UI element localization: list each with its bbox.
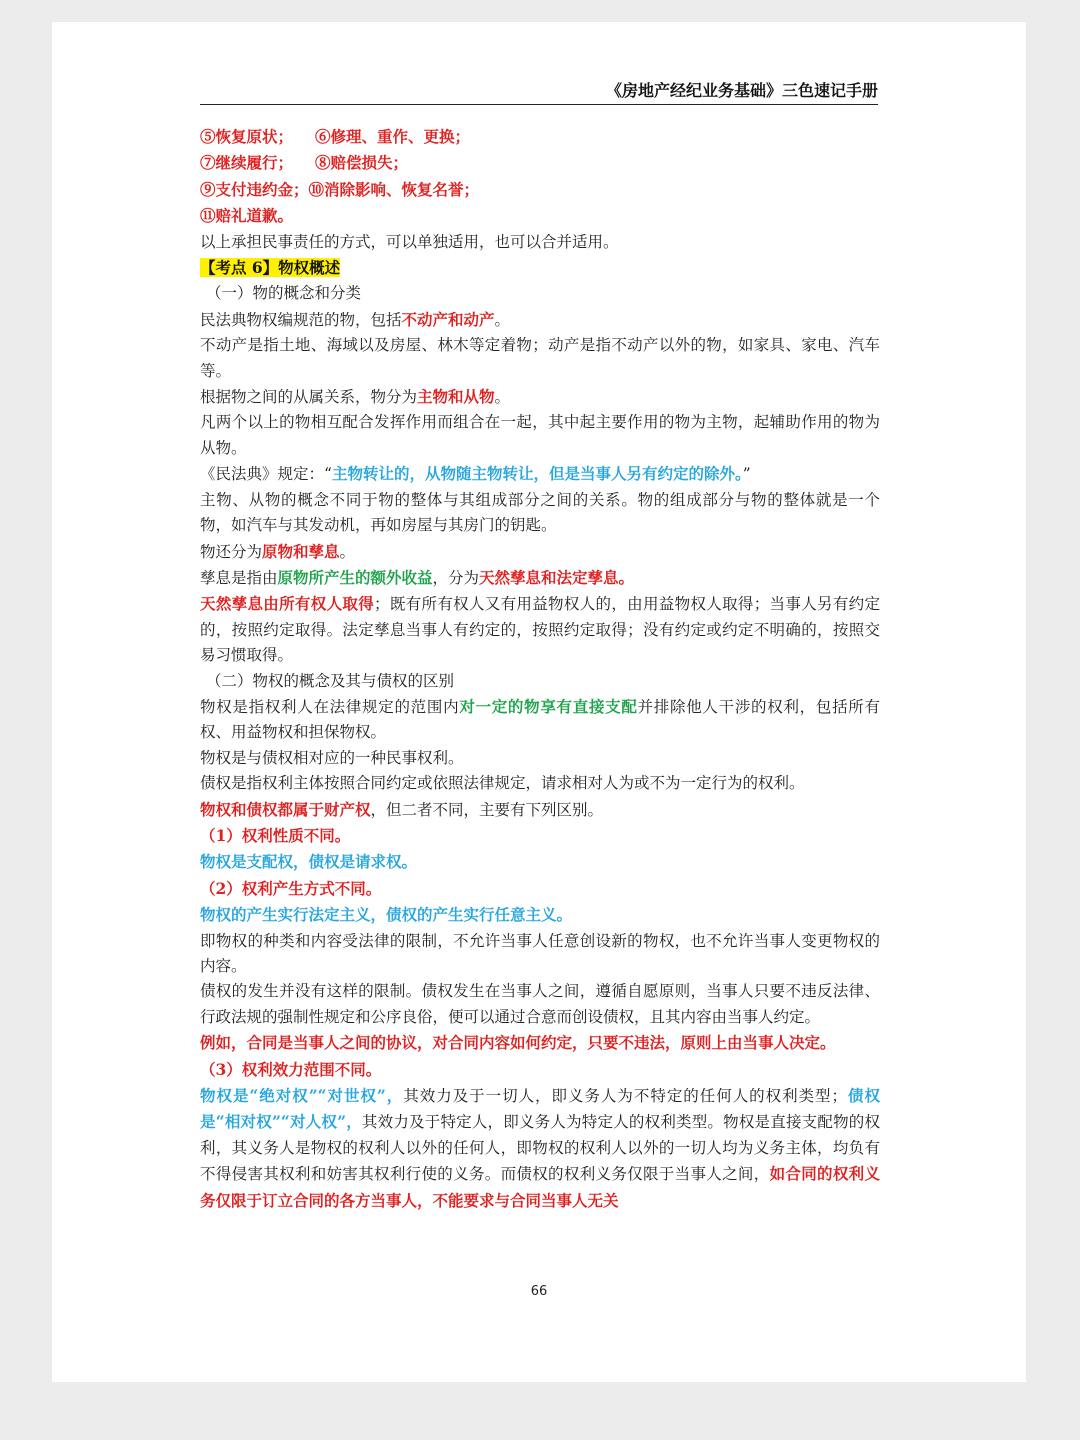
plain-text: 。 [339, 542, 356, 561]
text-line [200, 150, 880, 176]
plain-text: 物权是指权利人在法律规定的范围内 [200, 697, 460, 716]
red-text: 原物和孳息 [262, 541, 340, 561]
blue-text: 主物转让的，从物随主物转让，但是当事人另有约定的除外。 [331, 464, 743, 484]
paragraph [200, 1030, 880, 1056]
list-heading [200, 1057, 880, 1083]
paragraph [200, 591, 880, 668]
highlighted-heading: 【考点 6】物权概述 [200, 258, 341, 278]
plain-text: 。 [494, 310, 511, 329]
red-text: 物权和债权都属于财产权 [200, 799, 371, 819]
green-text: 原物所产生的额外收益 [277, 567, 433, 587]
red-text: ⑩消除影响、恢复名誉； [308, 179, 480, 199]
plain-text: 。 [494, 388, 511, 407]
section-heading [200, 255, 880, 281]
blue-text: 物权是“绝对权”“对世权”， [200, 1086, 404, 1106]
blue-text: 债权是“相对权”“对人权”， [200, 1086, 880, 1132]
red-text: （1）权利性质不同。 [200, 825, 351, 845]
red-text: 天然孳息由所有权人取得 [200, 594, 375, 614]
red-text: （2）权利产生方式不同。 [200, 878, 382, 898]
plain-text: 《民法典》规定：“ [200, 465, 332, 484]
plain-text: 其效力及于一切人，即义务人为不特定的任何人的权利类型； [403, 1087, 848, 1106]
text-line [200, 203, 880, 229]
list-heading [200, 876, 880, 902]
paragraph [200, 539, 880, 565]
plain-text: ，但二者不同，主要有下列区别。 [370, 800, 604, 819]
red-text: 如合同的权利义务仅限于订立合同的各方当事人，不能要求与合同当事人无关 [200, 1164, 880, 1210]
plain-text: 其效力及于特定人，即义务人为特定人的权利类型。物权是直接支配物的权利，其义务人是物权的权利人以外的任何人，即物权的权利人以外的一切人均为义务主体，均负有不得侵害其权利和妨害其权利行使的义务。而债权的权利义务仅限于当事人之间， [200, 1113, 880, 1184]
paragraph [200, 565, 880, 591]
paragraph [200, 1083, 880, 1214]
subsection-heading: （一）物的概念和分类 [206, 284, 362, 303]
red-text: ⑪赔礼道歉。 [200, 206, 294, 226]
paragraph [200, 902, 880, 928]
plain-text: 并排除他人干涉的权利，包括所有权、用益物权和担保物权。 [200, 697, 880, 742]
red-text: ⑧赔偿损失； [315, 153, 409, 173]
paragraph: 物权是与债权相对应的一种民事权利。 [200, 748, 464, 767]
plain-text: 根据物之间的从属关系，物分为 [200, 388, 418, 407]
blue-text: 物权的产生实行法定主义，债权的产生实行任意主义。 [200, 905, 573, 925]
plain-text: ，分为 [432, 568, 480, 587]
plain-text: ；既有所有权人又有用益物权人的，由用益物权人取得；当事人另有约定的，按照约定取得。法定孳息当事人有约定的，按照约定取得；没有约定或约定不明确的，按照交易习惯取得。 [200, 595, 880, 665]
text-line [200, 177, 880, 203]
page-content [200, 124, 880, 1214]
paragraph [200, 461, 880, 487]
red-text: 例如，合同是当事人之间的协议，对合同内容如何约定，只要不违法，原则上由当事人决定。 [200, 1033, 836, 1053]
paragraph [200, 307, 880, 333]
paragraph [200, 694, 880, 746]
red-text: ⑦继续履行； [200, 153, 294, 173]
red-text: ⑤恢复原状； [200, 127, 294, 146]
red-text: 天然孳息和法定孳息。 [479, 567, 635, 587]
paragraph [200, 384, 880, 410]
red-text: （3）权利效力范围不同。 [200, 1059, 382, 1079]
paragraph: 债权的发生并没有这样的限制。债权发生在当事人之间，遵循自愿原则，当事人只要不违反法律、行政法规的强制性规定和公序良俗，便可以通过合意而创设债权，且其内容由当事人约定。 [200, 982, 880, 1026]
paragraph: 即物权的种类和内容受法律的限制，不允许当事人任意创设新的物权，也不允许当事人变更物权的内容。 [200, 931, 880, 975]
plain-text: ” [742, 465, 751, 484]
plain-text: 孳息是指由 [200, 568, 278, 587]
paragraph [200, 849, 880, 875]
page-header: 《房地产经纪业务基础》三色速记手册 [200, 78, 878, 105]
text-line [200, 124, 880, 150]
paragraph: 凡两个以上的物相互配合发挥作用而组合在一起，其中起主要作用的物为主物，起辅助作用的物为从物。 [200, 413, 880, 457]
paragraph: 以上承担民事责任的方式，可以单独适用，也可以合并适用。 [200, 232, 619, 251]
paragraph: 债权是指权利主体按照合同约定或依照法律规定，请求相对人为或不为一定行为的权利。 [200, 774, 805, 793]
red-text: 不动产和动产 [401, 309, 495, 329]
paragraph: 不动产是指土地、海域以及房屋、林木等定着物；动产是指不动产以外的物，如家具、家电、汽车等。 [200, 336, 880, 380]
document-page [52, 22, 1026, 1382]
plain-text: 物还分为 [200, 542, 263, 561]
paragraph: 主物、从物的概念不同于物的整体与其组成部分之间的关系。物的组成部分与物的整体就是一个物，如汽车与其发动机，再如房屋与其房门的钥匙。 [200, 490, 880, 535]
red-text: ⑥修理、重作、更换； [315, 127, 471, 146]
red-text: ⑨支付违约金； [200, 179, 309, 199]
blue-text: 物权是支配权，债权是请求权。 [200, 852, 418, 872]
subsection-heading: （二）物权的概念及其与债权的区别 [206, 671, 455, 690]
plain-text: 民法典物权编规范的物，包括 [200, 310, 402, 329]
red-text: 主物和从物 [417, 387, 495, 407]
green-text: 对一定的物享有直接支配 [459, 696, 638, 716]
paragraph [200, 797, 880, 823]
page-number: 66 [530, 1284, 548, 1299]
list-heading [200, 823, 880, 849]
